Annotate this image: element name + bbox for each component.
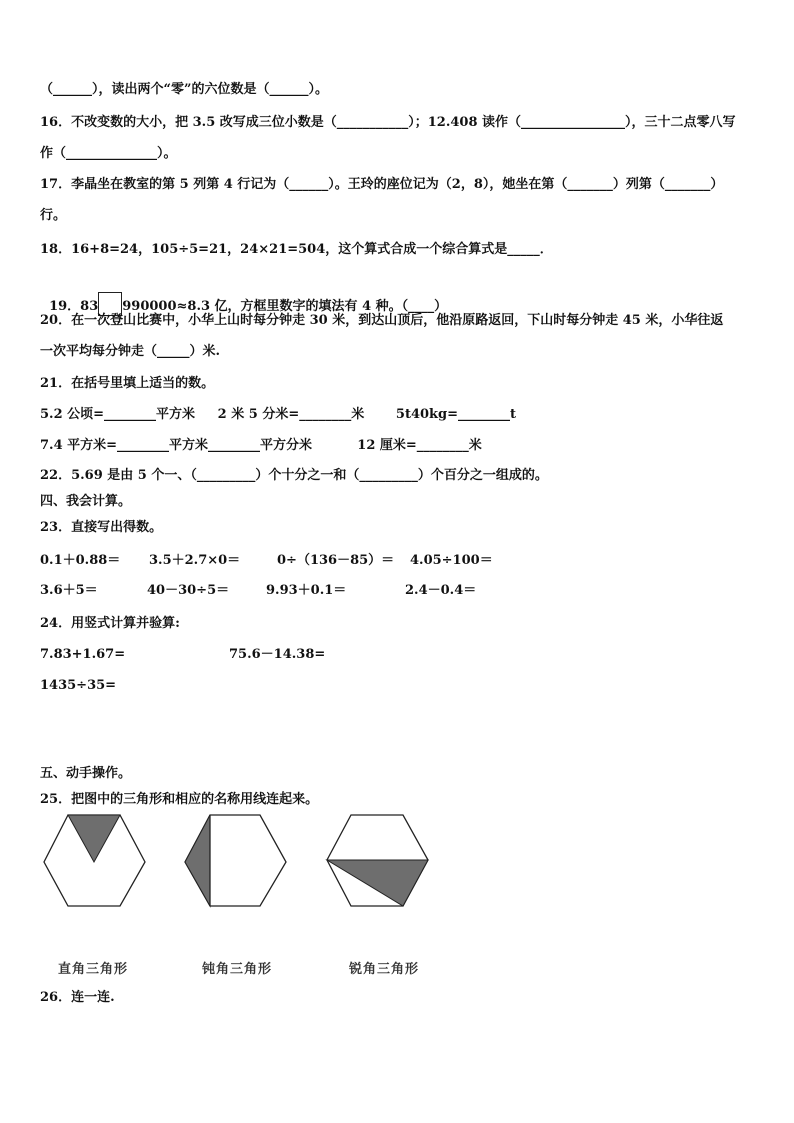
q26: 26．连一连. xyxy=(40,990,115,1005)
q25: 25．把图中的三角形和相应的名称用线连起来。 xyxy=(40,792,319,807)
calc-item: 0.1＋0.88＝ xyxy=(40,553,121,568)
obtuse-triangle-shaded xyxy=(185,815,210,906)
q17-line1: 17．李晶坐在教室的第 5 列第 4 行记为（______）。王玲的座位记为（2，8），她坐在第（_______）列第（_______） xyxy=(40,177,724,192)
q24: 24．用竖式计算并验算: xyxy=(40,616,180,631)
q21-row2: 7.4 平方米=________平方米________平方分米 12 厘米=________米 xyxy=(40,438,482,453)
acute-triangle-shaded xyxy=(327,860,428,906)
q20-line1: 20．在一次登山比赛中，小华上山时每分钟走 30 米，到达山顶后，他沿原路返回，下山时每分钟走 45 米，小华往返 xyxy=(40,313,724,328)
q22: 22．5.69 是由 5 个一、（_________）个十分之一和（_________）个百分之一组成的。 xyxy=(40,468,548,483)
q18: 18．16+8=24，105÷5=21，24×21=504，这个算式合成一个综合算式是_____． xyxy=(40,242,553,257)
q21-row1: 5.2 公顷=________平方米 2 米 5 分米=________米 5t40kg=________t xyxy=(40,407,517,422)
q15-continued: （______），读出两个“零”的六位数是（______）。 xyxy=(40,82,328,97)
calc-item: 3.6＋5＝ xyxy=(40,583,98,598)
q16-line2: 作（______________）。 xyxy=(40,146,177,161)
label-acute-triangle: 锐角三角形 xyxy=(349,962,420,977)
label-right-triangle: 直角三角形 xyxy=(58,962,129,977)
section-five-heading: 五、动手操作。 xyxy=(40,766,132,781)
q20-line2: 一次平均每分钟走（_____）米. xyxy=(40,344,221,359)
vertical-calc-item: 7.83+1.67= xyxy=(40,647,126,662)
q23: 23．直接写出得数。 xyxy=(40,520,163,535)
q17-line2: 行。 xyxy=(40,208,67,223)
right-triangle-shaded xyxy=(68,815,120,862)
q19-suffix: 990000≈8.3 亿，方框里数字的填法有 4 种。（____） xyxy=(122,299,448,314)
calc-item: 40－30÷5＝ xyxy=(147,583,230,598)
calc-item: 0÷（136－85）＝ xyxy=(277,553,395,568)
calc-item: 9.93＋0.1＝ xyxy=(266,583,347,598)
calc-item: 3.5＋2.7×0＝ xyxy=(149,553,241,568)
q21: 21．在括号里填上适当的数。 xyxy=(40,376,215,391)
label-obtuse-triangle: 钝角三角形 xyxy=(202,962,273,977)
q19-prefix: 19．83 xyxy=(49,299,99,314)
calc-item: 4.05÷100＝ xyxy=(410,553,493,568)
vertical-calc-item: 1435÷35= xyxy=(40,678,117,693)
vertical-calc-item: 75.6－14.38= xyxy=(229,647,326,662)
section-four-heading: 四、我会计算。 xyxy=(40,494,132,509)
q16-line1: 16．不改变数的大小，把 3.5 改写成三位小数是（___________）；12.408 读作（________________），三十二点零八写 xyxy=(40,115,736,130)
calc-item: 2.4－0.4＝ xyxy=(405,583,477,598)
